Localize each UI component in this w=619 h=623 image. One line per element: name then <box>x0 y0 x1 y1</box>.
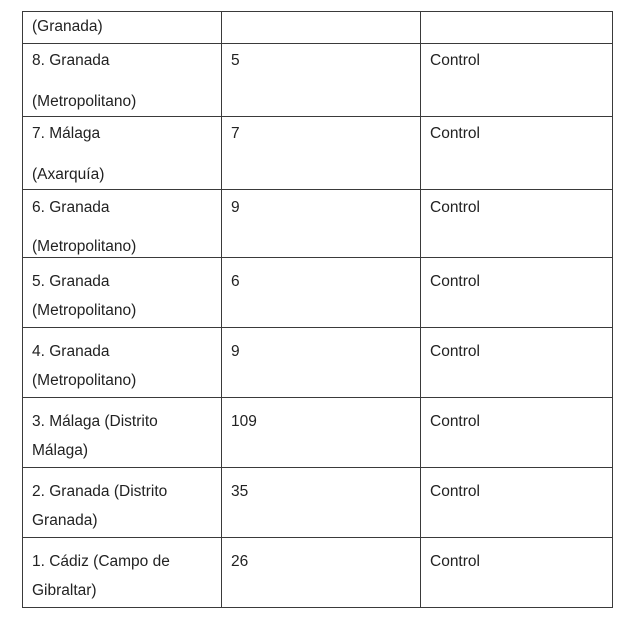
type-text: Control <box>430 553 480 570</box>
type-cell <box>421 398 613 468</box>
count-cell <box>222 12 421 44</box>
area-cell <box>23 12 222 44</box>
count-text: 109 <box>231 413 257 430</box>
table-row <box>23 12 613 44</box>
type-cell <box>421 190 613 258</box>
count-cell <box>222 117 421 190</box>
count-cell <box>222 190 421 258</box>
area-cell <box>23 190 222 258</box>
type-text <box>421 12 612 17</box>
type-cell <box>421 538 613 608</box>
area-text: 2. Granada (Distrito Granada) <box>32 483 168 529</box>
area-line-2: (Axarquía) <box>32 166 105 183</box>
area-cell <box>23 538 222 608</box>
area-text: 5. Granada (Metropolitano) <box>32 273 137 319</box>
area-cell <box>23 468 222 538</box>
count-text: 35 <box>231 483 249 500</box>
type-cell <box>421 117 613 190</box>
area-line-1: 7. Málaga <box>32 125 101 142</box>
type-cell <box>421 12 613 44</box>
count-text: 6 <box>231 273 240 290</box>
area-text: 4. Granada (Metropolitano) <box>32 343 137 389</box>
type-cell <box>421 468 613 538</box>
count-text: 9 <box>231 199 240 216</box>
area-line-1: 6. Granada <box>32 199 110 216</box>
count-text: 26 <box>231 553 249 570</box>
table-row <box>23 117 613 190</box>
type-text: Control <box>430 413 480 430</box>
area-line-2: (Metropolitano) <box>32 93 137 110</box>
type-text: Control <box>430 343 480 360</box>
area-text: 3. Málaga (Distrito Málaga) <box>32 413 158 459</box>
count-cell <box>222 538 421 608</box>
area-cell <box>23 44 222 117</box>
area-cell <box>23 398 222 468</box>
area-line-2: (Metropolitano) <box>32 238 137 255</box>
count-text: 7 <box>231 125 240 142</box>
table-row <box>23 398 613 468</box>
type-text: Control <box>430 199 480 216</box>
data-table <box>22 11 613 608</box>
count-cell <box>222 328 421 398</box>
type-text: Control <box>430 125 480 142</box>
count-cell <box>222 44 421 117</box>
count-cell <box>222 398 421 468</box>
table-row <box>23 190 613 258</box>
count-cell <box>222 468 421 538</box>
area-text: (Granada) <box>32 18 103 35</box>
count-text: 5 <box>231 52 240 69</box>
table-row <box>23 538 613 608</box>
area-text: 1. Cádiz (Campo de Gibraltar) <box>32 553 170 599</box>
table-row <box>23 258 613 328</box>
count-text: 9 <box>231 343 240 360</box>
count-cell <box>222 258 421 328</box>
table-row <box>23 468 613 538</box>
type-text: Control <box>430 483 480 500</box>
count-text <box>222 12 420 17</box>
type-cell <box>421 258 613 328</box>
type-text: Control <box>430 52 480 69</box>
area-cell <box>23 328 222 398</box>
table-row <box>23 44 613 117</box>
table-row <box>23 328 613 398</box>
area-cell <box>23 258 222 328</box>
type-cell <box>421 44 613 117</box>
area-cell <box>23 117 222 190</box>
type-cell <box>421 328 613 398</box>
area-line-1: 8. Granada <box>32 52 110 69</box>
type-text: Control <box>430 273 480 290</box>
